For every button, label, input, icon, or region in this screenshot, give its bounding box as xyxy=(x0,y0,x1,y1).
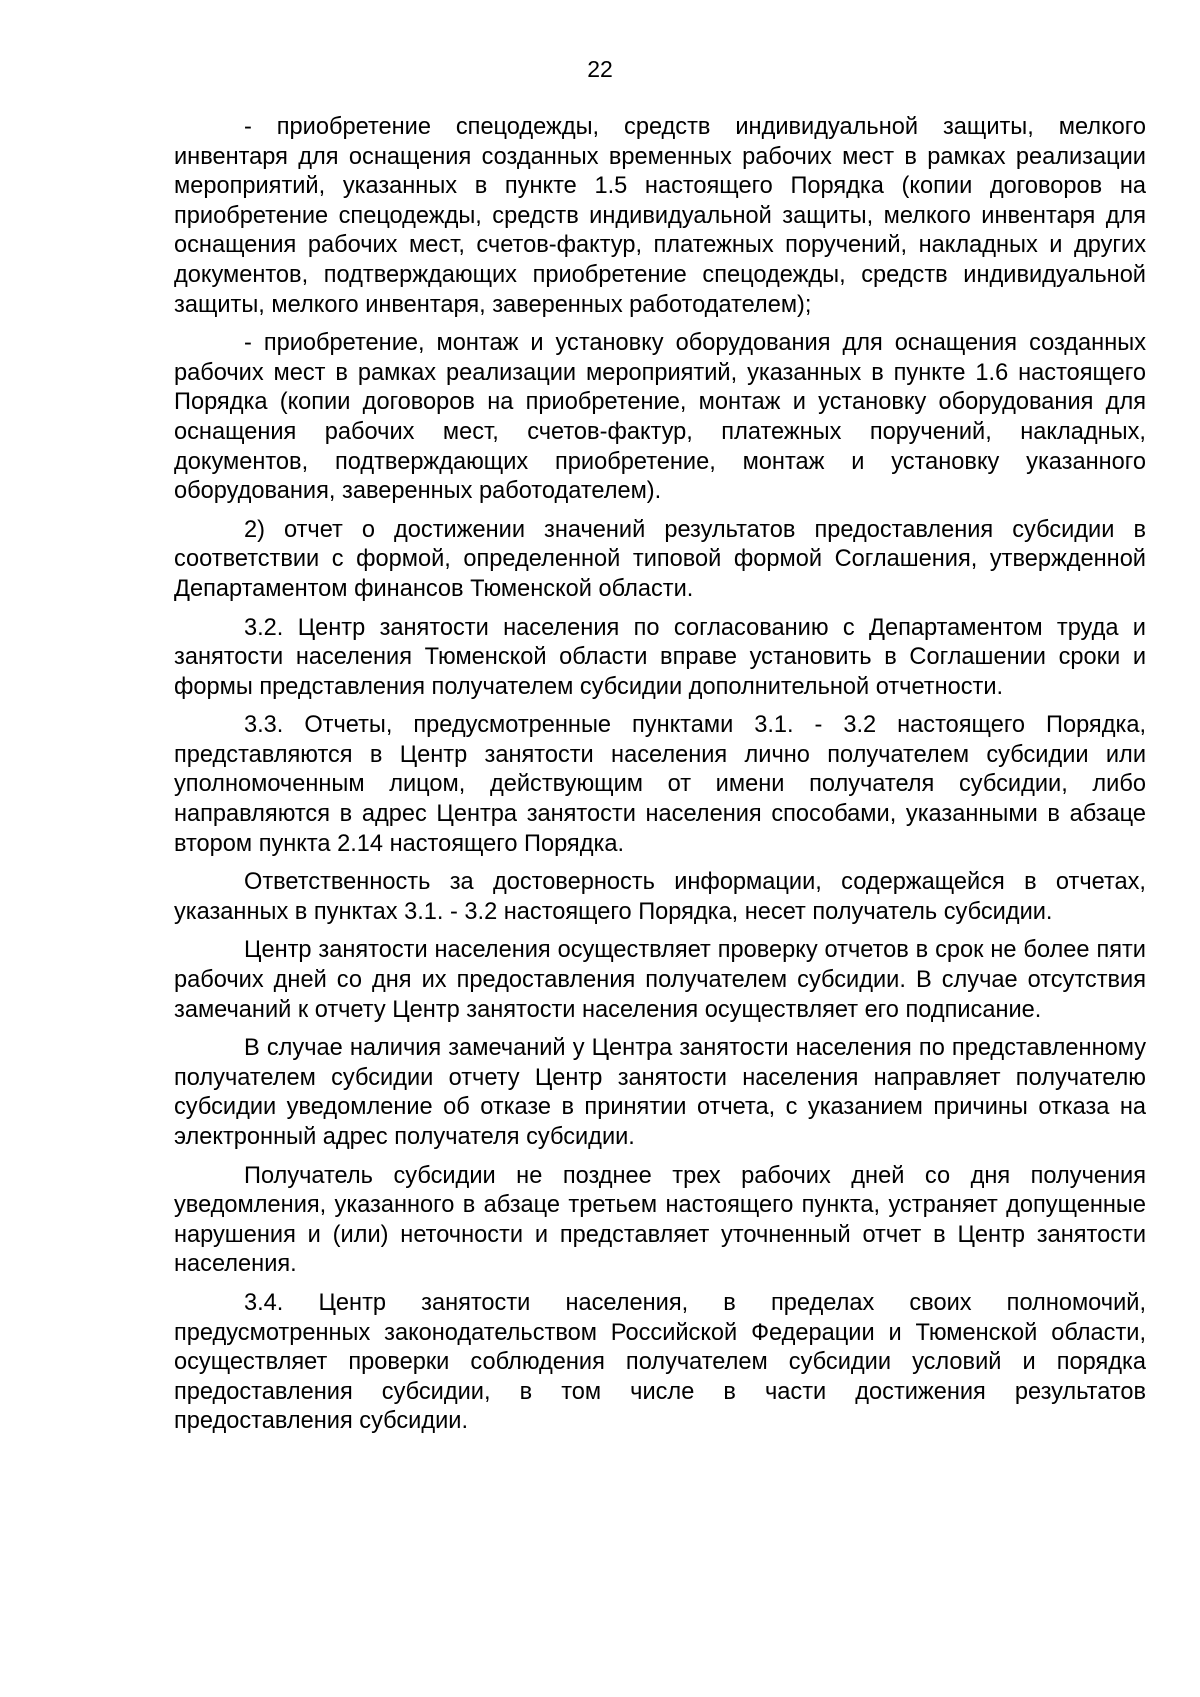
paragraph-responsibility: Ответственность за достоверность информации, содержащейся в отчетах, указанных в пунктах 3.1. - 3.2 настоящего Порядка, несет получатель субсидии. xyxy=(174,869,1146,925)
page-number: 22 xyxy=(587,56,613,82)
paragraph-workwear-purchase: - приобретение спецодежды, средств индивидуальной защиты, мелкого инвентаря для оснащения созданных временных рабочих мест в рамках реализации мероприятий, указанных в пункте 1.5 настоящего Порядка (копии договоров на приобретение спецодежды, средств индивидуальной защиты, мелкого инвентаря для оснащения рабочих мест, счетов-фактур, платежных поручений, накладных и других документов, подтверждающих приобретение спецодежды, средств индивидуальной защиты, мелкого инвентаря, заверенных работодателем); xyxy=(174,114,1146,318)
document-body xyxy=(174,113,1146,1446)
paragraph-remarks: В случае наличия замечаний у Центра занятости населения по представленному получателем субсидии отчету Центр занятости населения направляет получателю субсидии уведомление об отказе в принятии отчета, с указанием причины отказа на электронный адрес получателя субсидии. xyxy=(174,1035,1146,1150)
paragraph-clause-3-4: 3.4. Центр занятости населения, в пределах своих полномочий, предусмотренных законодательством Российской Федерации и Тюменской области, осуществляет проверки соблюдения получателем субсидии условий и порядка предоставления субсидии, в том числе в части достижения результатов предоставления субсидии. xyxy=(174,1289,1146,1435)
paragraph-equipment-purchase: - приобретение, монтаж и установку оборудования для оснащения созданных рабочих мест в рамках реализации мероприятий, указанных в пункте 1.6 настоящего Порядка (копии договоров на приобретение, монтаж и установку оборудования для оснащения рабочих мест, счетов-фактур, платежных поручений, накладных, документов, подтверждающих приобретение, монтаж и установку указанного оборудования, заверенных работодателем). xyxy=(174,330,1146,505)
paragraph-clause-3-2: 3.2. Центр занятости населения по согласованию с Департаментом труда и занятости населения Тюменской области вправе установить в Соглашении сроки и формы представления получателем субсидии дополнительной отчетности. xyxy=(174,614,1146,700)
paragraph-corrections: Получатель субсидии не позднее трех рабочих дней со дня получения уведомления, указанного в абзаце третьем настоящего пункта, устраняет допущенные нарушения и (или) неточности и представляет уточненный отчет в Центр занятости населения. xyxy=(174,1162,1146,1278)
paragraph-report-check: Центр занятости населения осуществляет проверку отчетов в срок не более пяти рабочих дней со дня их предоставления получателем субсидии. В случае отсутствия замечаний к отчету Центр занятости населения осуществляет его подписание. xyxy=(174,937,1146,1023)
paragraph-results-report: 2) отчет о достижении значений результатов предоставления субсидии в соответствии с формой, определенной типовой формой Соглашения, утвержденной Департаментом финансов Тюменской области. xyxy=(174,516,1146,602)
paragraph-clause-3-3: 3.3. Отчеты, предусмотренные пунктами 3.1. - 3.2 настоящего Порядка, представляются в Центр занятости населения лично получателем субсидии или уполномоченным лицом, действующим от имени получателя субсидии, либо направляются в адрес Центра занятости населения способами, указанными в абзаце втором пункта 2.14 настоящего Порядка. xyxy=(174,712,1146,857)
